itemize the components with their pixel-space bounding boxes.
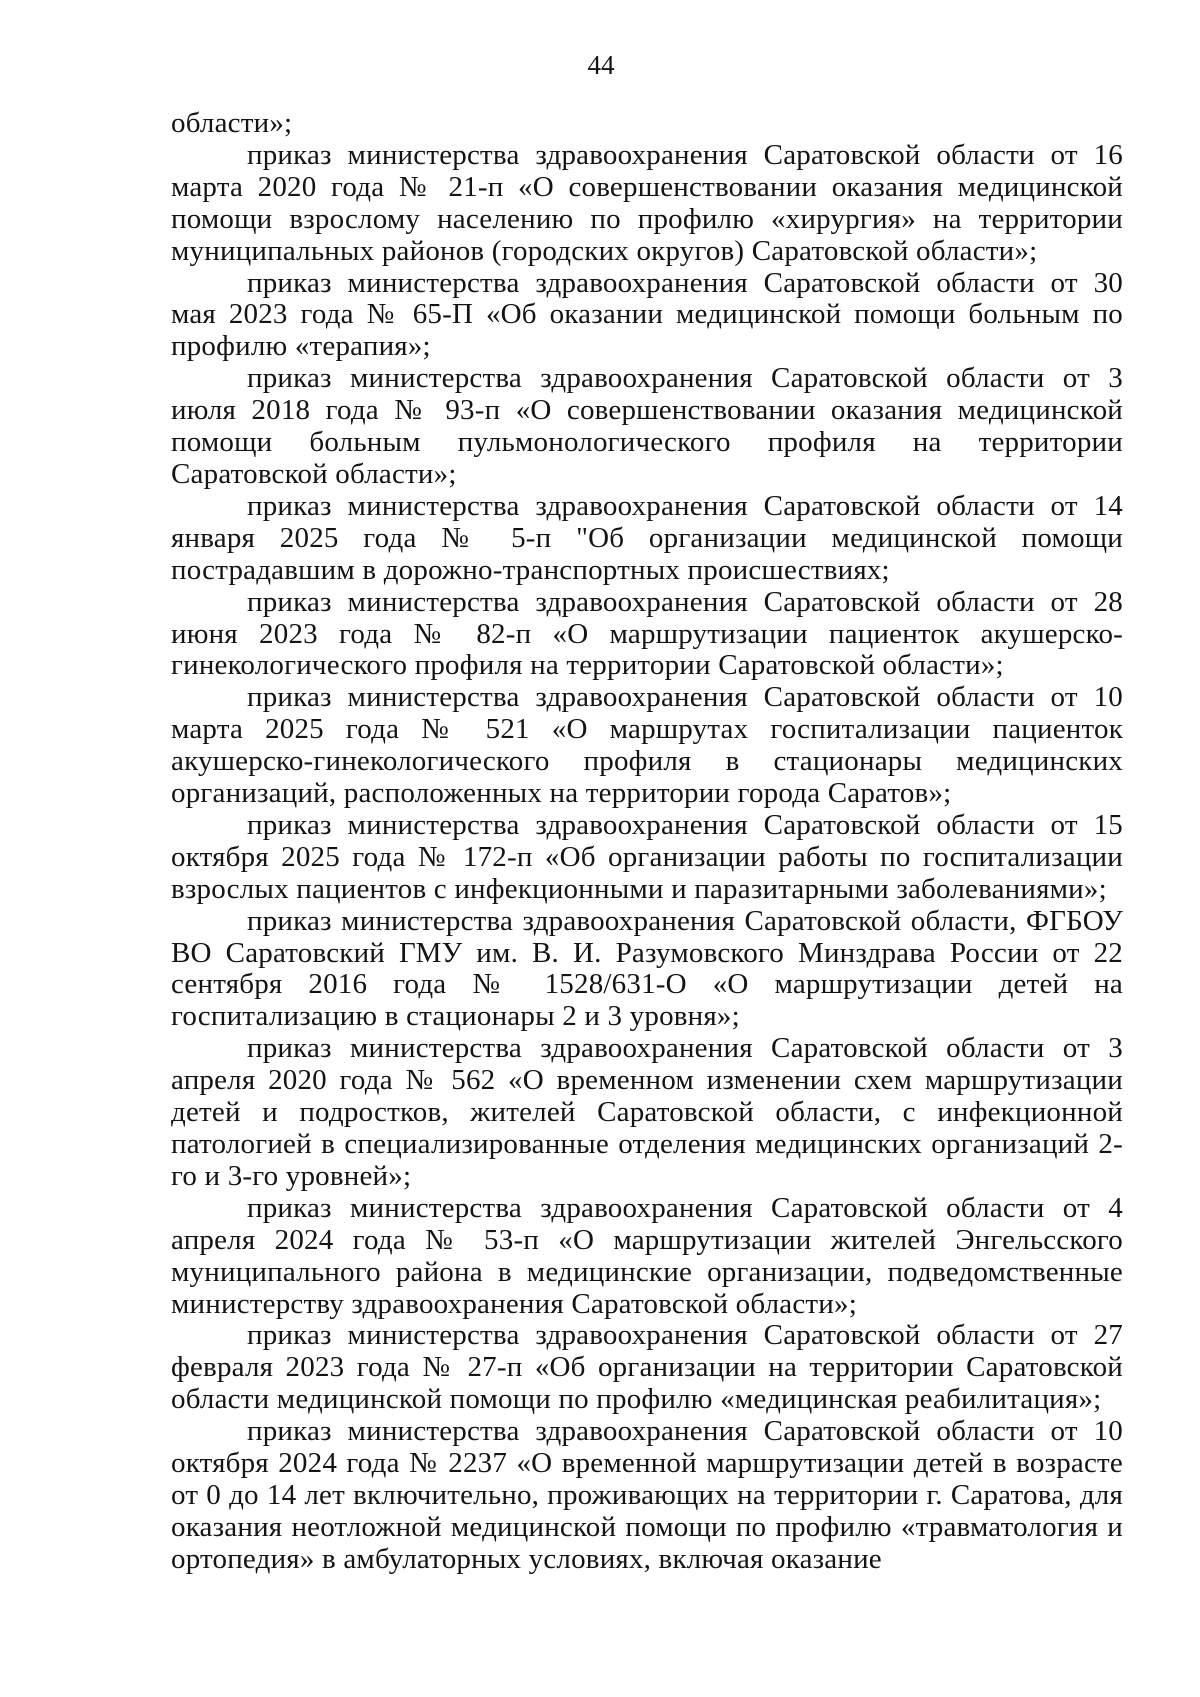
order-item-children-hospitalization: приказ министерства здравоохранения Саратовской области, ФГБОУ ВО Саратовский ГМУ им. В. И. Разумовского Минздрава России от 22 сентября 2016 года № 1528/631-О «О маршрутизации детей на госпитализацию в стационары 2 и 3 уровня»;: [171, 904, 1123, 1033]
page-number: 44: [587, 50, 615, 80]
order-item-road-accidents: приказ министерства здравоохранения Саратовской области от 14 января 2025 года № 5-п "Об организации медицинской помощи пострадавшим в дорожно-транспортных происшествиях;: [171, 489, 1123, 586]
order-item-obstetrics-hospitalization: приказ министерства здравоохранения Саратовской области от 10 марта 2025 года № 521 «О маршрутах госпитализации пациенток акушерско-гинекологического профиля в стационары медицинских организаций, расположенных на территории города Саратов»;: [171, 681, 1123, 810]
order-item-engels-routing: приказ министерства здравоохранения Саратовской области от 4 апреля 2024 года № 53-п «О маршрутизации жителей Энгельсского муниципального района в медицинские организации, подведомственные министерству здравоохранения Саратовской области»;: [171, 1191, 1123, 1320]
order-item-obstetrics-routing: приказ министерства здравоохранения Саратовской области от 28 июня 2023 года № 82-п «О маршрутизации пациенток акушерско-гинекологического профиля на территории Саратовской области»;: [171, 585, 1123, 682]
order-item-infectious-diseases: приказ министерства здравоохранения Саратовской области от 15 октября 2025 года № 172-п «Об организации работы по госпитализации взрослых пациентов с инфекционными и паразитарными заболеваниями»;: [171, 808, 1123, 905]
order-item-surgery: приказ министерства здравоохранения Саратовской области от 16 марта 2020 года № 21-п «О совершенствовании оказания медицинской помощи взрослому населению по профилю «хирургия» на территории муниципальных районов (городских округов) Саратовской области»;: [171, 138, 1123, 267]
paragraph-continuation: области»;: [171, 107, 293, 139]
order-item-rehabilitation: приказ министерства здравоохранения Саратовской области от 27 февраля 2023 года № 27-п «Об организации на территории Саратовской области медицинской помощи по профилю «медицинская реабилитация»;: [171, 1319, 1123, 1416]
order-item-therapy: приказ министерства здравоохранения Саратовской области от 30 мая 2023 года № 65-П «Об оказании медицинской помощи больным по профилю «терапия»;: [171, 266, 1123, 363]
order-item-children-traumatology: приказ министерства здравоохранения Саратовской области от 10 октября 2024 года № 2237 «О временной маршрутизации детей в возрасте от 0 до 14 лет включительно, проживающих на территории г. Саратова, для оказания неотложной медицинской помощи по профилю «травматология и ортопедия» в амбулаторных условиях, включая оказание: [171, 1415, 1123, 1575]
document-body: [171, 108, 1123, 1576]
order-item-pulmonology: приказ министерства здравоохранения Саратовской области от 3 июля 2018 года № 93-п «О совершенствовании оказания медицинской помощи больным пульмонологического профиля на территории Саратовской области»;: [171, 362, 1123, 490]
order-item-children-infectious: приказ министерства здравоохранения Саратовской области от 3 апреля 2020 года № 562 «О временном изменении схем маршрутизации детей и подростков, жителей Саратовской области, с инфекционной патологией в специализированные отделения медицинских организаций 2-го и 3-го уровней»;: [171, 1032, 1123, 1192]
